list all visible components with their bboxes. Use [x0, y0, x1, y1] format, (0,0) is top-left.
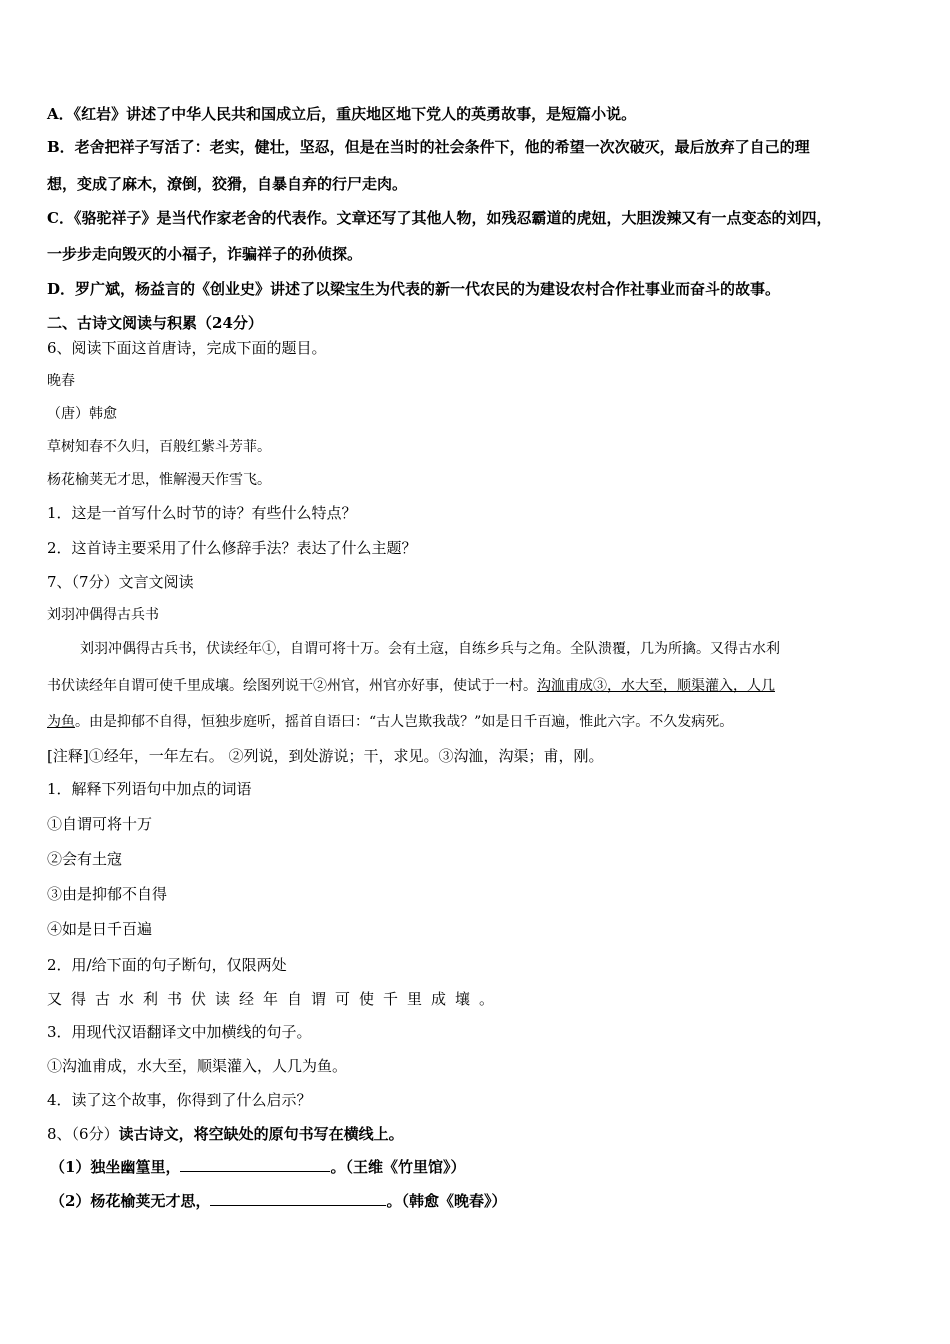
passage-line-1: 刘羽冲偶得古兵书，伏读经年①，自谓可将十万。会有土寇，自练乡兵与之角。全队溃覆，几为所擒。又得古水利 — [80, 641, 780, 657]
q8-item2 — [50, 1191, 506, 1211]
q8-prompt — [47, 1124, 404, 1144]
q7-sub1-item4: ④如是日千百遍 — [47, 920, 153, 938]
q8-item2-prefix: （2）杨花榆荚无才思， — [50, 1192, 211, 1210]
passage-notes: [注释]①经年，一年左右。 ②列说，到处游说；干，求见。③沟洫，沟渠；甫，刚。 — [47, 747, 604, 765]
q7-sub1-item3: ③由是抑郁不自得 — [47, 885, 168, 903]
q8-item1 — [50, 1157, 465, 1177]
poem-author: （唐）韩愈 — [47, 406, 117, 422]
q7-sub2: 2．用/给下面的句子断句，仅限两处 — [47, 956, 287, 974]
answer-blank-2[interactable] — [210, 1191, 386, 1206]
section-heading: 二、古诗文阅读与积累（24分） — [47, 314, 263, 332]
choice-a: A．《红岩》讲述了中华人民共和国成立后，重庆地区地下党人的英勇故事，是短篇小说。 — [47, 105, 637, 123]
q8-number: 8、（6分） — [47, 1125, 119, 1143]
poem-line-1: 草树知春不久归，百般红紫斗芳菲。 — [47, 439, 271, 455]
choice-c-line2: 一步步走向毁灭的小福子，诈骗祥子的孙侦探。 — [47, 245, 363, 263]
answer-blank-1[interactable] — [180, 1157, 330, 1172]
q7-sub4: 4．读了这个故事，你得到了什么启示？ — [47, 1091, 312, 1109]
q6-prompt: 6、阅读下面这首唐诗，完成下面的题目。 — [47, 339, 327, 357]
passage-text: 书伏读经年自谓可使千里成壤。绘图列说干②州官，州官亦好事，使试于一村。 — [47, 678, 537, 694]
q7-sub1-item1: ①自谓可将十万 — [47, 815, 153, 833]
q7-sub2-sentence: 又得古水利书伏读经年自谓可使千里成壤。 — [47, 990, 504, 1008]
choice-b-line2: 想，变成了麻木，潦倒，狡猾，自暴自弃的行尸走肉。 — [47, 175, 408, 193]
q7-sub3: 3．用现代汉语翻译文中加横线的句子。 — [47, 1023, 312, 1041]
q7-sub1-item2: ②会有土寇 — [47, 850, 123, 868]
q8-instruction: 读古诗文，将空缺处的原句书写在横线上。 — [118, 1125, 404, 1143]
q8-item1-prefix: （1）独坐幽篁里， — [50, 1158, 181, 1176]
passage-line-3 — [47, 712, 733, 732]
passage-text: 。由是抑郁不自得，恒独步庭听，摇首自语曰：“古人岂欺我哉？”如是日千百遍，惟此六字。不久发病死。 — [75, 714, 734, 730]
poem-title: 晚春 — [47, 373, 75, 389]
q6-sub2: 2．这首诗主要采用了什么修辞手法？表达了什么主题？ — [47, 539, 417, 557]
underlined-sentence: 沟洫甫成③，水大至，顺渠灌入，人几 — [537, 678, 775, 694]
q8-item1-suffix: 。（王维《竹里馆》） — [330, 1158, 466, 1176]
passage-line-2 — [47, 676, 775, 696]
q6-sub1: 1．这是一首写什么时节的诗？有些什么特点？ — [47, 504, 357, 522]
choice-b-line1: B．老舍把祥子写活了：老实，健壮，坚忍，但是在当时的社会条件下，他的希望一次次破灭，最后放弃了自己的理 — [47, 138, 810, 156]
choice-c-line1: C．《骆驼祥子》是当代作家老舍的代表作。文章还写了其他人物，如残忍霸道的虎妞，大胆泼辣又有一点变态的刘四， — [47, 209, 832, 227]
poem-line-2: 杨花榆荚无才思，惟解漫天作雪飞。 — [47, 472, 271, 488]
q7-sub1: 1．解释下列语句中加点的词语 — [47, 780, 252, 798]
choice-d: D．罗广斌，杨益言的《创业史》讲述了以梁宝生为代表的新一代农民的为建设农村合作社事业而奋斗的故事。 — [47, 280, 781, 298]
q8-item2-suffix: 。（韩愈《晚春》） — [386, 1192, 507, 1210]
passage-title: 刘羽冲偶得古兵书 — [47, 607, 159, 623]
q7-sub3-item1: ①沟洫甫成，水大至，顺渠灌入，人几为鱼。 — [47, 1057, 348, 1075]
underlined-sentence-end: 为鱼 — [47, 714, 75, 730]
q7-prompt: 7、（7分）文言文阅读 — [47, 573, 194, 591]
